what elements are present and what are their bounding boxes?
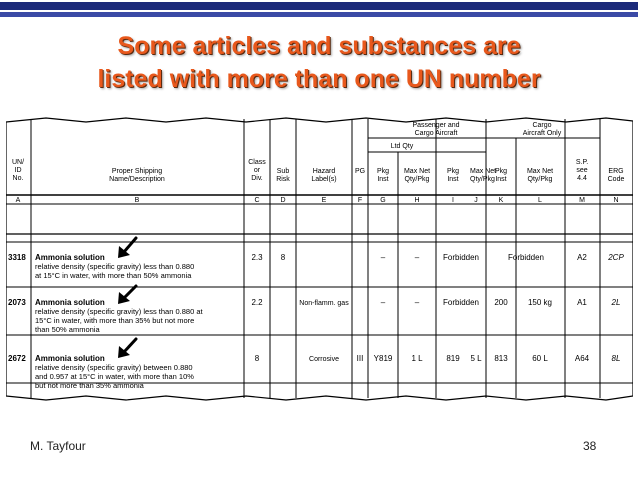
col-h-label-2: Qty/Pkg: [404, 176, 430, 183]
col-a-label-2: ID: [14, 167, 22, 174]
page-number: 38: [583, 439, 597, 453]
col-d-label-1: Sub: [276, 168, 290, 175]
col-e-label-1: Hazard: [312, 168, 336, 175]
col-m-letter: M: [579, 197, 585, 204]
col-i-letter: I: [452, 197, 454, 204]
slide-title-line-2: listed with more than one UN number: [97, 65, 541, 93]
col-c-label-3: Div.: [251, 175, 263, 182]
header-passenger: Passenger and: [412, 122, 460, 129]
col-b-label-2: Name/Description: [109, 176, 165, 183]
row-shipping-name: Ammonia solution: [35, 298, 105, 307]
row-pkg-inst-g: –: [380, 253, 386, 262]
row-erg-code: 2L: [611, 298, 621, 307]
row-hazard-label: Corrosive: [309, 356, 339, 363]
col-m-label-1: S.P.: [575, 159, 589, 166]
row-special-provision: A1: [577, 298, 587, 307]
col-e-label-2: Label(s): [311, 176, 337, 183]
col-f-letter: F: [357, 197, 363, 204]
col-a-label-3: No.: [12, 175, 24, 182]
col-a-letter: A: [15, 197, 21, 204]
row-pkg-inst-k: 813: [494, 354, 508, 363]
col-c-label-2: or: [253, 167, 261, 174]
col-c-label-1: Class: [248, 159, 266, 166]
top-decoration: [0, 0, 638, 22]
row-desc-line: but not more than 35% ammonia: [35, 381, 144, 390]
row-shipping-name: Ammonia solution: [35, 253, 105, 262]
row-hazard-label: Non-flamm. gas: [299, 300, 349, 307]
row-special-provision: A2: [577, 253, 587, 262]
row-max-qty-l: 60 L: [532, 354, 548, 363]
row-special-provision: A64: [574, 354, 590, 363]
header-ltd-qty: Ltd Qty: [390, 143, 414, 150]
row-shipping-name: Ammonia solution: [35, 354, 105, 363]
col-e-letter: E: [321, 197, 327, 204]
row-passenger-forbidden: Forbidden: [442, 253, 480, 262]
col-g-label-2: Inst: [377, 176, 389, 183]
col-h-label-1: Max Net: [403, 168, 431, 175]
row-desc-line: relative density (specific gravity) less than 0.880: [35, 262, 195, 271]
row-desc-line: than 50% ammonia: [35, 325, 100, 334]
col-l-letter: L: [538, 197, 542, 204]
col-i-label-1: Pkg: [446, 168, 460, 175]
col-n-letter: N: [613, 197, 619, 204]
row-sub-risk: 8: [280, 253, 286, 262]
row-class: 2.2: [251, 298, 263, 307]
col-i-label-2: Inst: [447, 176, 459, 183]
col-k-label-2: Inst: [495, 176, 507, 183]
row-max-qty-h: –: [414, 253, 420, 262]
col-b-letter: B: [134, 197, 140, 204]
col-j-letter: J: [474, 197, 478, 204]
col-b-label-1: Proper Shipping: [111, 168, 163, 175]
col-g-label-1: Pkg: [376, 168, 390, 175]
row-un-number: 2073: [8, 298, 26, 307]
slide-title-line-1: Some articles and substances are: [117, 32, 521, 60]
row-passenger-forbidden: Forbidden: [442, 298, 480, 307]
row-erg-code: 8L: [611, 354, 621, 363]
col-j-label-1: Max Net: [470, 168, 497, 175]
row-max-qty-l: 150 kg: [527, 298, 553, 307]
col-l-label-1: Max Net: [526, 168, 554, 175]
row-erg-code: 2CP: [608, 253, 624, 262]
header-passenger-2: Cargo Aircraft: [414, 130, 458, 137]
row-pkg-inst-g: Y819: [373, 354, 393, 363]
col-j-label-2: Qty/Pkg: [470, 176, 495, 183]
col-m-label-2: see: [576, 167, 588, 174]
slide-title: [0, 30, 638, 96]
row-packing-group: III: [356, 354, 364, 363]
footer-author: M. Tayfour: [30, 439, 86, 453]
row-max-qty-h: 1 L: [411, 354, 423, 363]
col-m-label-3: 4.4: [577, 175, 587, 182]
row-un-number: 3318: [8, 253, 26, 262]
row-pkg-inst-g: –: [380, 298, 386, 307]
header-cargo-2: Aircraft Only: [522, 130, 562, 137]
row-desc-line: relative density (specific gravity) less than 0.880 at: [35, 307, 203, 316]
row-pkg-inst-i: 819: [446, 354, 460, 363]
top-bar-light: [0, 12, 638, 17]
col-a-label-1: UN/: [11, 159, 25, 166]
row-pkg-inst-k: 200: [494, 298, 508, 307]
row-desc-line: at 15°C in water, with more than 50% ammonia: [35, 271, 192, 280]
header-cargo: Cargo: [532, 122, 552, 129]
col-c-letter: C: [254, 197, 260, 204]
row-class: 8: [254, 354, 260, 363]
col-h-letter: H: [414, 197, 420, 204]
row-class: 2.3: [251, 253, 263, 262]
col-d-label-2: Risk: [276, 176, 290, 183]
row-un-number: 2672: [8, 354, 26, 363]
row-desc-line: and 0.957 at 15°C in water, with more than 10%: [35, 372, 194, 381]
col-n-label-1: ERG: [608, 168, 624, 175]
row-max-qty-j: 5 L: [470, 354, 482, 363]
col-g-letter: G: [380, 197, 386, 204]
row-max-qty-h: –: [414, 298, 420, 307]
top-bar-dark: [0, 2, 638, 10]
row-desc-line: relative density (specific gravity) between 0.880: [35, 363, 193, 372]
col-k-letter: K: [498, 197, 504, 204]
col-d-letter: D: [280, 197, 286, 204]
col-n-label-2: Code: [607, 176, 625, 183]
dg-list-excerpt: [6, 116, 633, 401]
dg-table-svg: [6, 116, 633, 401]
col-f-label-1: PG: [354, 168, 366, 175]
row-desc-line: 15°C in water, with more than 35% but not more: [35, 316, 195, 325]
col-k-label-1: Pkg: [494, 168, 508, 175]
row-cargo-forbidden: Forbidden: [507, 253, 545, 262]
col-l-label-2: Qty/Pkg: [527, 176, 553, 183]
